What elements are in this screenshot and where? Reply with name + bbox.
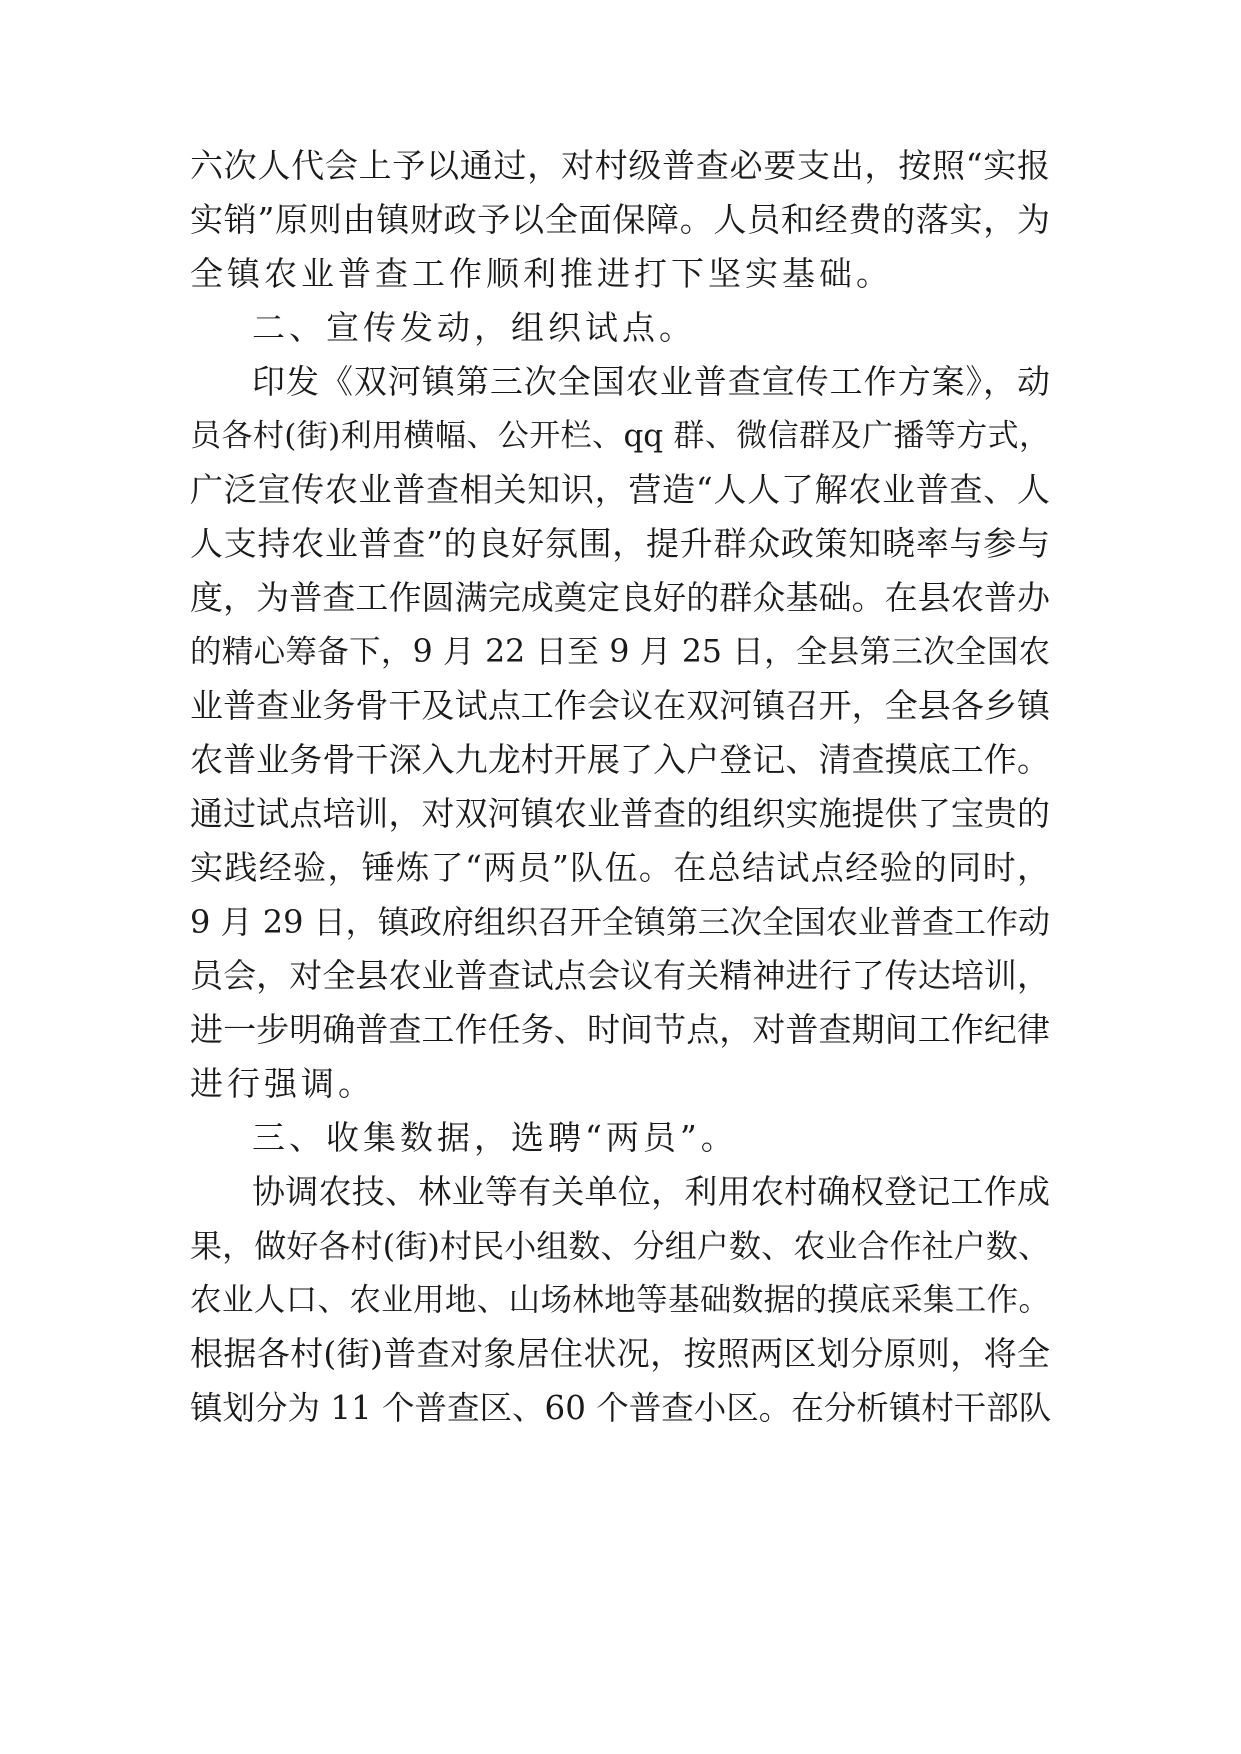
body-text-line: 的精心筹备下，9 月 22 日至 9 月 25 日，全县第三次全国农 [190,634,1050,670]
body-text-line: 协调农技、林业等有关单位，利用农村确权登记工作成 [252,1172,1050,1211]
body-text-line: 进行强调。 [190,1064,375,1103]
body-text-line: 业普查业务骨干及试点工作会议在双河镇召开，全县各乡镇 [190,686,1050,725]
body-text-line: 人支持农业普查”的良好氛围，提升群众政策知晓率与参与 [190,524,1050,563]
body-text-line: 实践经验，锤炼了“两员”队伍。在总结试点经验的同时， [190,848,1050,887]
body-text-line: 印发《双河镇第三次全国农业普查宣传工作方案》，动 [252,362,1050,401]
body-text-line: 进一步明确普查工作任务、时间节点，对普查期间工作纪律 [190,1010,1050,1049]
section-heading: 二、宣传发动，组织试点。 [252,308,696,347]
body-text-line: 员会，对全县农业普查试点会议有关精神进行了传达培训， [190,956,1050,995]
body-text-line: 全镇农业普查工作顺利推进打下坚实基础。 [190,254,893,293]
body-text-line: 员各村(街)利用横幅、公开栏、qq 群、微信群及广播等方式， [190,418,1050,454]
body-text-line: 实销”原则由镇财政予以全面保障。人员和经费的落实，为 [190,200,1050,239]
body-text-line: 9 月 29 日，镇政府组织召开全镇第三次全国农业普查工作动 [190,903,1050,941]
body-text-line: 根据各村(街)普查对象居住状况，按照两区划分原则，将全 [190,1334,1050,1373]
body-text-line: 广泛宣传农业普查相关知识，营造“人人了解农业普查、人 [190,470,1050,509]
body-text-line: 农业人口、农业用地、山场林地等基础数据的摸底采集工作。 [190,1282,1050,1318]
section-heading: 三、收集数据，选聘“两员”。 [252,1118,738,1157]
body-text-line: 六次人代会上予以通过，对村级普查必要支出，按照“实报 [190,146,1050,185]
body-text-line: 农普业务骨干深入九龙村开展了入户登记、清查摸底工作。 [190,740,1050,779]
body-text-line: 度，为普查工作圆满完成奠定良好的群众基础。在县农普办 [190,578,1050,617]
body-text-line: 通过试点培训，对双河镇农业普查的组织实施提供了宝贵的 [190,794,1050,833]
body-text-line: 镇划分为 11 个普查区、60 个普查小区。在分析镇村干部队 [190,1389,1052,1427]
body-text-line: 果，做好各村(街)村民小组数、分组户数、农业合作社户数、 [190,1227,1050,1265]
